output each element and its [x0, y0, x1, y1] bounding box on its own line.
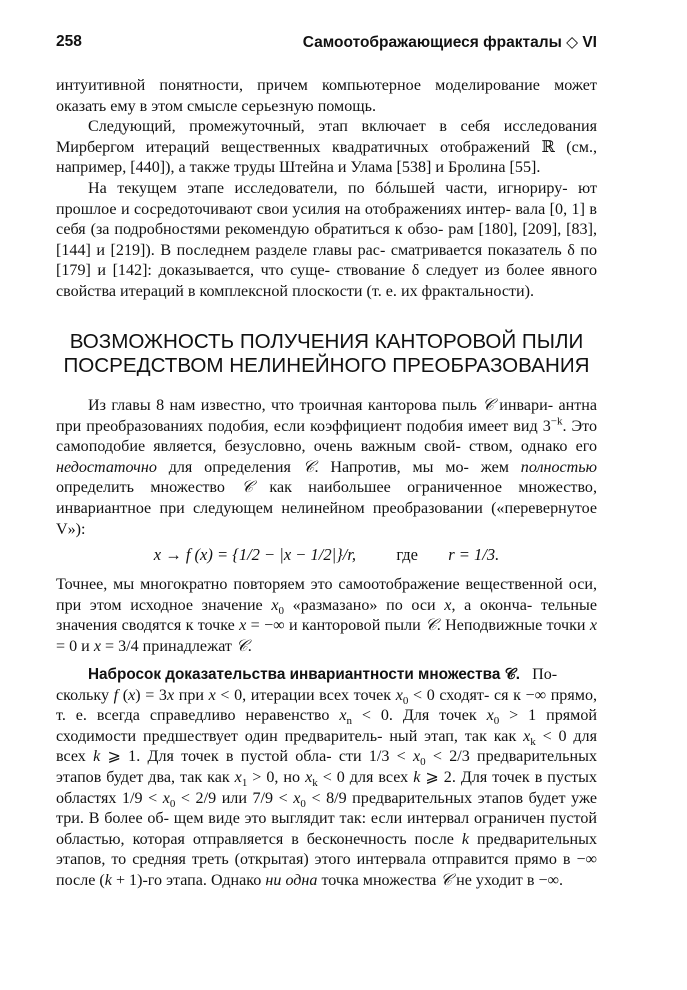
inline-math: x: [589, 617, 598, 635]
inline-math: x: [208, 686, 216, 704]
inline-math: 𝒞: [440, 871, 453, 889]
section-continuation: [56, 575, 597, 657]
inline-math: 𝒞: [302, 458, 315, 476]
running-header: [56, 33, 597, 55]
paragraph: [56, 665, 597, 892]
intro-text: [56, 76, 597, 303]
paragraph: Следующий, промежуточный, этап включает в себя исследования Мирбергом итераций вещественных квадратичных отображений ℝ (см., например, [440]), а также труды Штейна и Улама [538] и Бролина [55].: [56, 118, 597, 177]
inline-math: полностью: [520, 458, 597, 476]
inline-math: x: [239, 617, 247, 635]
paragraph: интуитивной понятности, причем компьютерное моделирование может оказать ему в этом смысле серьезную помощь.: [56, 77, 597, 115]
inline-math: x: [93, 637, 101, 655]
page-number: 258: [56, 33, 82, 50]
inline-math: f: [113, 686, 119, 704]
inline-math: x: [523, 727, 531, 745]
formula-separator: где: [396, 545, 418, 564]
inline-math: ни одна: [265, 871, 318, 889]
inline-math: x: [271, 596, 279, 614]
proof-body: скольку f (x) = 3x при x < 0, итерации всех точек $x_0 < 0$ сходят- ся к −∞ прямо, т. е. всегда справедливо неравенство $x_n < 0$. Для точек $x_0 > 1$ прямой сходимости предшествует один предваритель- ный этап, так как $x_k < 0$ для всех k ⩾ 1. Для точек в пустой обла- сти $1/3 < x_0 < 2/3$ предварительных этапов будет два, так как $x_1 > 0$, но $x_k < 0$ для всех k ⩾ 2. Для точек в пустых областях $1/9 < x_0 < 2/9$ или $7/9 < x_0 < 8/9$ предварительных этапов будет уже три. В более об- щем виде это выглядит так: если интервал ограничен пустой областью, которая отправляется в бесконечность после k предварительных этапов, то средняя треть (открытая) этого интервала отправится прямо в −∞ после (k + 1)-го этапа. Однако ни одна точка множества 𝒞 не уходит в −∞.: [56, 686, 598, 889]
inline-math: 0: [493, 715, 500, 728]
inline-math: недостаточно: [56, 458, 157, 476]
section-heading: [56, 330, 597, 378]
section-intro: [56, 396, 597, 540]
paragraph: Точнее, мы многократно повторяем это самоотображение вещественной оси, при этом исходное значение $x_0$ «размазано» по оси x, а оконча- тельные значения сводятся к точке x = −∞ и канторовой пыли 𝒞. Неподвижные точки x = 0 и x = 3/4 принадлежат 𝒞.: [56, 576, 598, 655]
inline-math: n: [346, 715, 352, 728]
inline-math: x: [413, 748, 421, 766]
inline-math: 𝒞: [241, 479, 254, 497]
inline-math: 0: [402, 694, 409, 707]
inline-math: x: [444, 596, 452, 614]
inline-math: 0: [278, 604, 285, 617]
proof-sketch: [56, 665, 597, 892]
inline-math: 𝒞: [235, 637, 248, 655]
inline-math: k: [530, 736, 536, 748]
section-heading-line: ПОСРЕДСТВОМ НЕЛИНЕЙНОГО ПРЕОБРАЗОВАНИЯ: [63, 354, 590, 377]
inline-math: −k: [550, 415, 563, 428]
inline-math: 1: [241, 777, 248, 790]
inline-math: k: [104, 871, 112, 889]
inline-math: k: [413, 768, 421, 786]
inline-math: k: [461, 830, 470, 848]
paragraph: На текущем этапе исследователи, по бóльшей части, игнориру- ют прошлое и сосредоточивают свои усилия на отображениях интер- вала [0, 1] в себя (за подробностями рекомендую обратиться к обзо- рам [180], [209], [83], [144] и [219]). В последнем разделе главы рас- сматривается показатель δ по [179] и [142]: доказывается, что суще- ствование δ следует из более явного свойства итераций в комплексной плоскости (т. е. их фрактальности).: [56, 179, 598, 300]
inline-math: 0: [169, 797, 176, 810]
proof-title: Набросок доказательства инвариантности множества 𝒞.: [88, 666, 521, 683]
inline-math: 𝒞: [425, 617, 437, 635]
inline-math: x: [339, 707, 347, 725]
proof-text-start: По-: [532, 666, 558, 683]
inline-math: x: [234, 768, 242, 786]
inline-math: x: [166, 686, 175, 704]
inline-math: x: [395, 686, 403, 704]
formula-expression: x → f (x) = {1/2 − |x − 1/2|}/r,: [153, 545, 357, 564]
inline-math: 0: [420, 756, 426, 769]
inline-math: x: [162, 789, 170, 807]
inline-math: x: [293, 789, 301, 807]
formula-condition: r = 1/3.: [448, 545, 500, 564]
inline-math: 𝒞: [482, 397, 494, 414]
inline-math: x: [305, 768, 313, 786]
inline-math: 0: [300, 797, 306, 810]
section-heading-line: ВОЗМОЖНОСТЬ ПОЛУЧЕНИЯ КАНТОРОВОЙ ПЫЛИ: [69, 330, 584, 353]
running-title: Самоотображающиеся фракталы ◇ VI: [302, 34, 597, 51]
inline-math: k: [93, 748, 101, 766]
inline-math: x: [128, 686, 136, 704]
display-formula: [56, 544, 597, 566]
inline-math: x: [486, 707, 494, 725]
inline-math: k: [312, 777, 318, 790]
paragraph: Из главы 8 нам известно, что троичная канторова пыль 𝒞 инвари- антна при преобразованиях подобия, если коэффициент подобия имеет вид $3^{-k}$. Это самоподобие является, безусловно, очень важным свой- ством, однако его недостаточно для определения 𝒞. Напротив, мы мо- жем полностью определить множество 𝒞 как наибольшее ограниченное множество, инвариантное при следующем нелинейном преобразовании («перевернутое V»):: [56, 397, 598, 538]
